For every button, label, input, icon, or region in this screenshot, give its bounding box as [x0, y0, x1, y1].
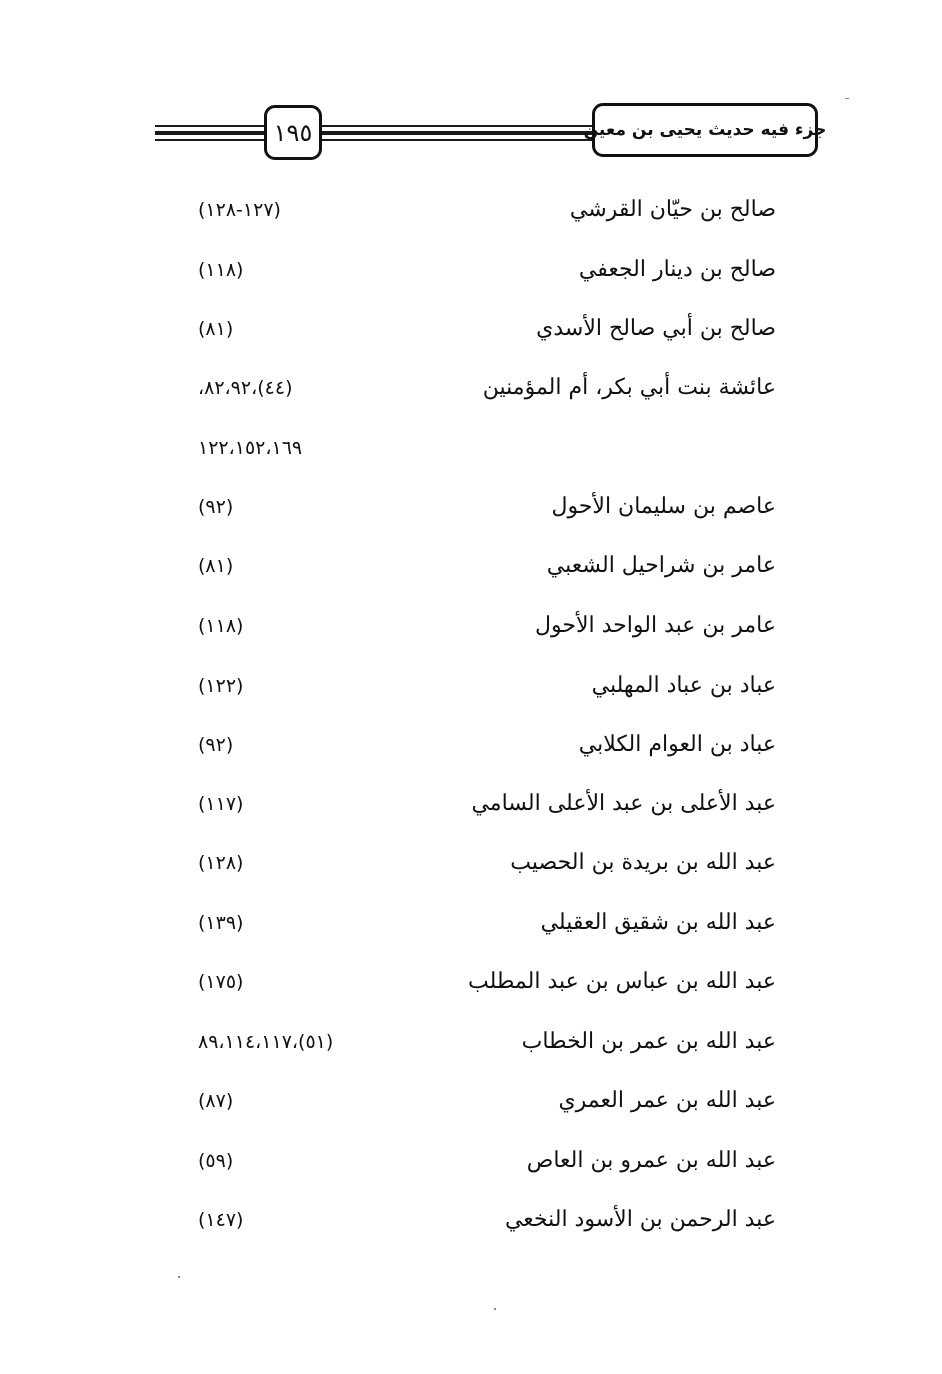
narrator-name: صالح بن دينار الجعفي [578, 257, 776, 282]
index-entry [0, 546, 942, 586]
index-entry [0, 606, 942, 646]
hadith-refs: (١٧٥) [198, 971, 244, 993]
narrator-name: عباد بن العوام الكلابي [578, 732, 776, 757]
index-entry [0, 843, 942, 883]
index-entry [0, 725, 942, 765]
narrator-name: عباد بن عباد المهلبي [591, 673, 776, 698]
narrator-name: صالح بن حيّان القرشي [569, 197, 776, 222]
index-entry [0, 784, 942, 824]
narrator-name: عبد الله بن عمر بن الخطاب [521, 1029, 776, 1054]
index-entry-continuation [0, 428, 942, 468]
hadith-refs: (١١٨) [198, 259, 244, 281]
hadith-refs: (٨١) [198, 318, 234, 340]
narrator-name: عبد الله بن شقيق العقيلي [540, 910, 776, 935]
hadith-refs: (١١٨) [198, 615, 244, 637]
index-entry [0, 309, 942, 349]
hadith-refs: (٥٩) [198, 1150, 234, 1172]
hadith-refs: ١٢٢،١٥٢،١٦٩ [198, 437, 303, 459]
scan-speck [178, 1276, 180, 1278]
index-entry [0, 666, 942, 706]
header-rule-bottom [155, 139, 595, 141]
index-entry [0, 250, 942, 290]
narrator-name: عبد الله بن بريدة بن الحصيب [510, 850, 776, 875]
index-entry [0, 962, 942, 1002]
scan-speck [494, 1308, 496, 1310]
index-entry [0, 1081, 942, 1121]
header-rule-middle [155, 131, 595, 135]
index-entry [0, 190, 942, 230]
hadith-refs: (١٤٧) [198, 1209, 244, 1231]
narrator-name: صالح بن أبي صالح الأسدي [536, 316, 776, 341]
hadith-refs: (٩٢) [198, 734, 234, 756]
index-entry [0, 1141, 942, 1181]
page-number: ١٩٥ [273, 118, 313, 147]
hadith-refs: (١٣٩) [198, 912, 244, 934]
index-entry [0, 1022, 942, 1062]
narrator-name: عبد الرحمن بن الأسود النخعي [504, 1207, 776, 1232]
narrator-name: عامر بن شراحيل الشعبي [546, 553, 776, 578]
narrator-name: عامر بن عبد الواحد الأحول [535, 613, 776, 638]
book-title: جزء فيه حديث يحيى بن معين [583, 120, 827, 140]
narrator-name: عائشة بنت أبي بكر، أم المؤمنين [482, 375, 776, 400]
hadith-refs: (١٢٢) [198, 675, 244, 697]
hadith-refs: (١١٧) [198, 793, 244, 815]
header-rule-top [155, 125, 595, 127]
scan-speck [845, 98, 849, 99]
hadith-refs: (٨١) [198, 555, 234, 577]
hadith-refs: (٥١)،٨٩،١١٤،١١٧ [198, 1031, 334, 1053]
narrator-name: عبد الله بن عمر العمري [558, 1088, 776, 1113]
index-entry [0, 487, 942, 527]
hadith-refs: (١٢٨) [198, 852, 244, 874]
hadith-refs: (٨٧) [198, 1090, 234, 1112]
narrator-name: عبد الله بن عباس بن عبد المطلب [467, 969, 776, 994]
narrator-name: عبد الأعلى بن عبد الأعلى السامي [471, 791, 776, 816]
running-header [0, 0, 942, 170]
index-entry [0, 903, 942, 943]
hadith-refs: (٩٢) [198, 496, 234, 518]
narrator-name: عبد الله بن عمرو بن العاص [526, 1148, 776, 1173]
hadith-refs: (٤٤)،٨٢،٩٢، [198, 377, 293, 399]
hadith-refs: (١٢٧-١٢٨) [198, 199, 281, 221]
narrator-name: عاصم بن سليمان الأحول [551, 494, 776, 519]
page-number-box [264, 105, 322, 160]
index-entry [0, 1200, 942, 1240]
index-entry [0, 368, 942, 408]
book-title-box [583, 103, 827, 157]
